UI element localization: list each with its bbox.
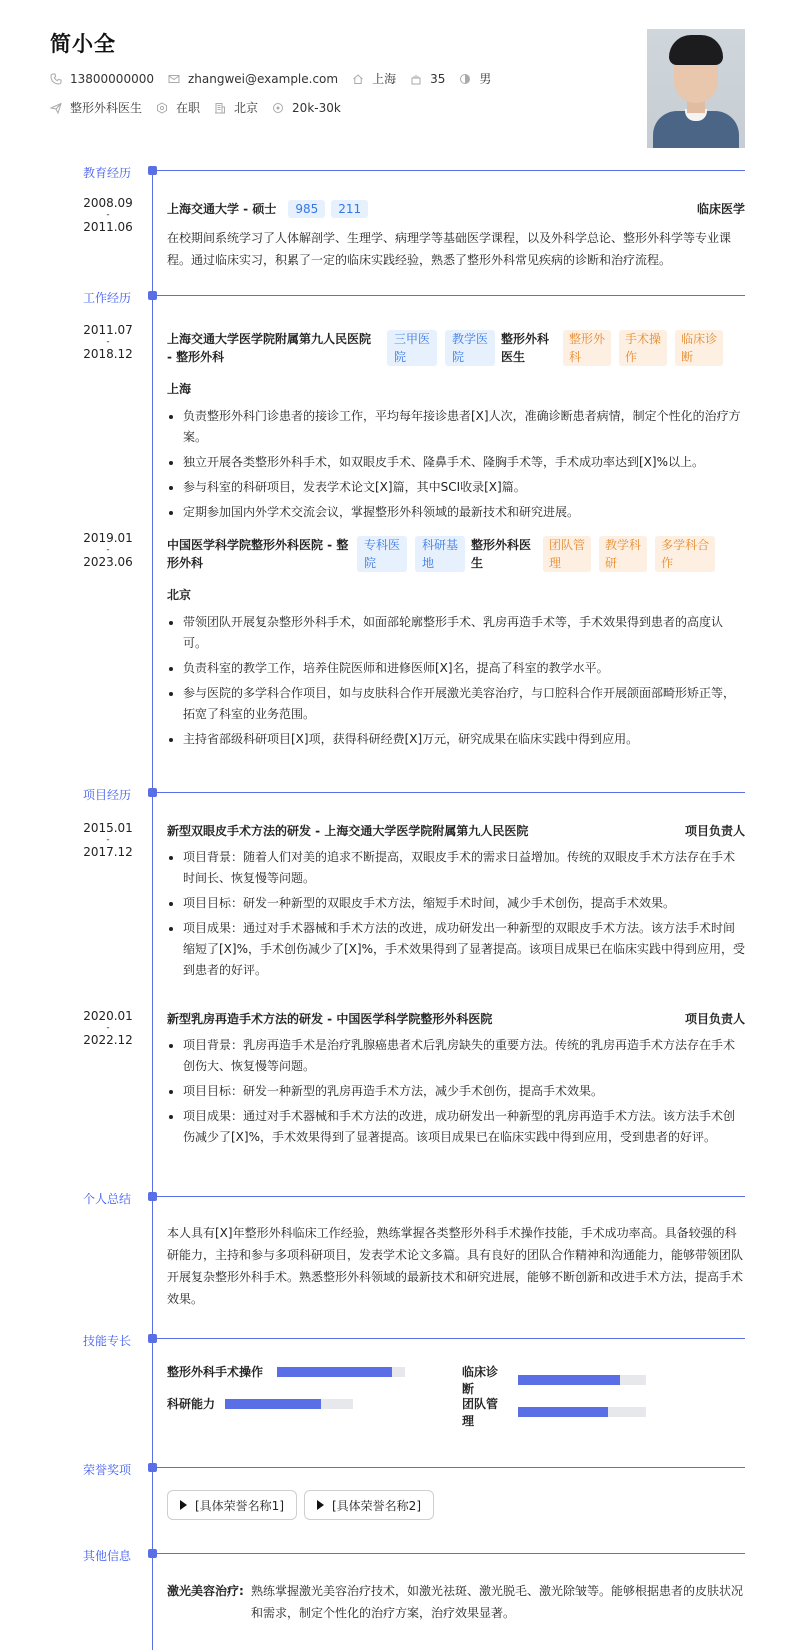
position-item — [50, 99, 142, 116]
skill-name: 整形外科手术操作 — [167, 1365, 264, 1379]
timeline-line — [152, 170, 153, 1650]
list-item: 定期参加国内外学术交流会议，掌握整形外科领域的最新技术和研究进展。 — [167, 502, 745, 523]
timeline-dot — [148, 291, 157, 300]
skill-bar — [518, 1407, 646, 1417]
work-entry-1 — [167, 330, 745, 527]
gender-item — [459, 70, 491, 87]
org-line: 中国医学科学院整形外科医院 - 整 — [167, 538, 349, 552]
list-item: 项目背景：随着人们对美的追求不断提高，双眼皮手术的需求日益增加。传统的双眼皮手术方法存在手术时间长、恢复慢等问题。 — [167, 847, 745, 889]
tag-line: 科研基 — [422, 538, 459, 552]
project-title: 新型双眼皮手术方法的研发 - 上海交通大学医学院附属第九人民医院 — [167, 824, 529, 838]
section-divider — [157, 295, 745, 296]
skill-bar-fill — [518, 1407, 608, 1417]
section-title-work: 工作经历 — [83, 291, 132, 305]
phone-item — [50, 72, 154, 86]
tag-985: 985 — [288, 200, 325, 218]
work-entry-2 — [167, 536, 745, 754]
role-line: 生 — [471, 556, 484, 570]
target-city-text: 北京 — [234, 101, 259, 115]
phone-text: 13800000000 — [70, 71, 154, 86]
timeline-dot — [148, 1192, 157, 1201]
home-icon — [352, 73, 364, 85]
section-title-education: 教育经历 — [83, 166, 132, 180]
honor-name: [具体荣誉名称1] — [195, 1498, 284, 1513]
section-title-summary: 个人总结 — [83, 1192, 132, 1206]
project-entry-1 — [167, 822, 745, 985]
tag-line: 科 — [569, 350, 582, 364]
work-1-head — [167, 330, 745, 366]
status-text: 在职 — [176, 101, 201, 115]
play-icon — [317, 1500, 324, 1510]
skill-bar — [225, 1399, 353, 1409]
work-2-org — [167, 536, 353, 572]
avatar-photo — [647, 29, 745, 148]
section-divider — [157, 1467, 745, 1468]
section-title-project: 项目经历 — [83, 788, 132, 802]
tag-line: 教学医 — [452, 332, 489, 346]
city-text: 上海 — [372, 72, 397, 86]
tag-line: 地 — [422, 556, 435, 570]
project-title: 新型乳房再造手术方法的研发 - 中国医学科学院整形外科医院 — [167, 1012, 493, 1026]
contact-row — [50, 70, 750, 87]
tag-line: 理 — [549, 556, 562, 570]
date-end: 2023.06 — [83, 555, 133, 569]
other-text — [251, 1580, 743, 1624]
tag-line: 教学科 — [605, 538, 642, 552]
skill-bar-fill — [225, 1399, 321, 1409]
date-start: 2011.07 — [83, 323, 133, 337]
section-title-other: 其他信息 — [83, 1549, 132, 1563]
resume-header — [50, 28, 750, 116]
work-2-duties — [167, 612, 745, 750]
list-item: 项目成果：通过对手术器械和手术方法的改进，成功研发出一种新型的双眼皮手术方法。该方法手术时间缩短了[X]%，手术创伤减少了[X]%，手术效果得到了显著提高。该项目成果已在临床实践中得到应用，受到患者的好评。 — [167, 918, 745, 981]
tag-line: 三甲医 — [394, 332, 431, 346]
list-item: 参与科室的科研项目，发表学术论文[X]篇，其中SCI收录[X]篇。 — [167, 477, 745, 498]
tag-teaching — [445, 330, 495, 366]
tag-line: 研 — [605, 556, 618, 570]
honor-chip[interactable] — [304, 1490, 434, 1520]
role-line: 整形外科 — [501, 332, 550, 346]
age-item — [410, 72, 445, 86]
date-end: 2018.12 — [83, 347, 133, 361]
tag-line: 手术操 — [625, 332, 662, 346]
skill-bar — [518, 1375, 646, 1385]
school-name: 上海交通大学 - 硕士 — [167, 202, 277, 216]
org-line: 形外科 — [167, 556, 204, 570]
timeline-dot — [148, 1463, 157, 1472]
date-start: 2008.09 — [83, 196, 133, 210]
send-icon — [50, 102, 62, 114]
tag-line: 院 — [364, 556, 377, 570]
honor-name: [具体荣誉名称2] — [332, 1498, 421, 1513]
position-text: 整形外科医生 — [70, 101, 143, 115]
tag-grade-a — [387, 330, 437, 366]
salary-item — [272, 101, 341, 115]
skill-tag — [599, 536, 647, 572]
salary-icon — [272, 102, 284, 114]
building-icon — [214, 102, 226, 114]
project-1-date: 2015.01 - 2017.12 — [80, 820, 136, 860]
work-2-date: 2019.01 - 2023.06 — [80, 530, 136, 570]
other-line: 和需求，制定个性化的治疗方案，治疗效果显著。 — [251, 1606, 516, 1620]
status-icon — [156, 102, 168, 114]
section-divider — [157, 170, 745, 171]
project-role: 项目负责人 — [684, 824, 745, 838]
target-city-item — [214, 99, 258, 116]
tag-line: 作 — [625, 350, 638, 364]
timeline-dot — [148, 1549, 157, 1558]
skill-bar — [277, 1367, 405, 1377]
salary-text: 20k-30k — [292, 100, 341, 115]
project-2-details — [167, 1035, 745, 1148]
summary-text — [167, 1222, 745, 1310]
tag-specialty — [357, 536, 407, 572]
project-2-date: 2020.01 - 2022.12 — [80, 1008, 136, 1048]
list-item: 项目背景：乳房再造手术是治疗乳腺癌患者术后乳房缺失的重要方法。传统的乳房再造手术方法存在手术创伤大、恢复慢等问题。 — [167, 1035, 745, 1077]
age-text: 35 — [430, 71, 446, 86]
skill-tag — [619, 330, 667, 366]
tag-line: 临床诊 — [681, 332, 718, 346]
skill-tag — [543, 536, 591, 572]
tag-line: 作 — [661, 556, 674, 570]
skill-name: 科研能力 — [167, 1397, 216, 1411]
date-end: 2022.12 — [83, 1033, 133, 1047]
work-1-duties — [167, 406, 745, 523]
timeline-dot — [148, 788, 157, 797]
skill-tag — [655, 536, 715, 572]
honor-chip[interactable] — [167, 1490, 297, 1520]
project-1-head — [167, 822, 745, 840]
list-item: 主持省部级科研项目[X]项，获得科研经费[X]万元，研究成果在临床实践中得到应用。 — [167, 729, 745, 750]
list-item: 项目成果：通过对手术器械和手术方法的改进，成功研发出一种新型的乳房再造手术方法。该方法手术创伤减少了[X]%，手术效果得到了显著提高。该项目成果已在临床实践中得到应用，受到患者的好评。 — [167, 1106, 745, 1148]
skill-tag — [675, 330, 723, 366]
tag-211: 211 — [331, 200, 368, 218]
list-item: 项目目标：研发一种新型的双眼皮手术方法，缩短手术时间，减少手术创伤，提高手术效果。 — [167, 893, 745, 914]
role-line: 医生 — [501, 350, 526, 364]
play-icon — [180, 1500, 187, 1510]
other-label: 激光美容治疗: — [167, 1584, 244, 1598]
skill-item — [167, 1395, 353, 1412]
list-item: 参与医院的多学科合作项目，如与皮肤科合作开展激光美容治疗，与口腔科合作开展颌面部畸形矫正等，拓宽了科室的业务范围。 — [167, 683, 745, 725]
tag-line: 院 — [394, 350, 407, 364]
candidate-name: 简小全 — [50, 32, 116, 56]
skill-item — [462, 1363, 646, 1397]
section-title-skills: 技能专长 — [83, 1334, 132, 1348]
status-item — [156, 99, 200, 116]
section-divider — [157, 1338, 745, 1339]
date-start: 2015.01 — [83, 821, 133, 835]
work-1-location: 上海 — [167, 382, 192, 396]
phone-icon — [50, 73, 62, 85]
tag-research — [415, 536, 465, 572]
skill-item — [462, 1395, 646, 1429]
list-item: 负责科室的教学工作，培养住院医师和进修医师[X]名，提高了科室的教学水平。 — [167, 658, 745, 679]
date-start: 2019.01 — [83, 531, 133, 545]
timeline-dot — [148, 1334, 157, 1343]
education-desc: 在校期间系统学习了人体解剖学、生理学、病理学等基础医学课程，以及外科学总论、整形外科学等专业课程。通过临床实习，积累了一定的临床实践经验，熟悉了整形外科常见疾病的诊断和治疗流程。 — [167, 231, 732, 267]
major-name: 临床医学 — [696, 202, 745, 216]
tag-line: 整形外 — [569, 332, 606, 346]
org-line: - 整形外科 — [167, 350, 225, 364]
org-line: 上海交通大学医学院附属第九人民医院 — [167, 332, 372, 346]
age-icon — [410, 73, 422, 85]
skill-bar-fill — [277, 1367, 392, 1377]
project-entry-2 — [167, 1010, 745, 1152]
project-role: 项目负责人 — [684, 1012, 745, 1026]
skill-name: 团队管理 — [462, 1397, 499, 1428]
job-intent-row — [50, 99, 750, 116]
work-1-date: 2011.07 - 2018.12 — [80, 322, 136, 362]
education-date: 2008.09 - 2011.06 — [80, 195, 136, 235]
section-divider — [157, 1196, 745, 1197]
work-1-org — [167, 330, 377, 366]
role-line: 整形外科医 — [471, 538, 532, 552]
timeline-dot — [148, 166, 157, 175]
tag-line: 专科医 — [364, 538, 401, 552]
section-title-honors: 荣誉奖项 — [83, 1463, 132, 1477]
skill-bar-fill — [518, 1375, 620, 1385]
list-item: 带领团队开展复杂整形外科手术，如面部轮廓整形手术、乳房再造手术等，手术效果得到患者的高度认可。 — [167, 612, 745, 654]
work-1-role — [501, 330, 559, 366]
gender-text: 男 — [479, 72, 492, 86]
list-item: 项目目标：研发一种新型的乳房再造手术方法，减少手术创伤，提高手术效果。 — [167, 1081, 745, 1102]
skill-name: 临床诊断 — [462, 1365, 499, 1396]
tag-line: 院 — [452, 350, 465, 364]
date-end: 2011.06 — [83, 220, 133, 234]
education-head — [167, 200, 745, 218]
skill-tag — [563, 330, 611, 366]
section-divider — [157, 792, 745, 793]
skill-item — [167, 1363, 405, 1380]
tag-line: 多学科合 — [661, 538, 710, 552]
section-divider — [157, 1553, 745, 1554]
email-text: zhangwei@example.com — [187, 71, 339, 86]
city-item — [352, 70, 396, 87]
summary-paragraph: 本人具有[X]年整形外科临床工作经验，熟练掌握各类整形外科手术操作技能，手术成功率高。具备较强的科研能力，主持和参与多项科研项目，发表学术论文多篇。具有良好的团队合作精神和沟通能力，能够带领团队开展复杂整形外科手术。熟悉整形外科领域的最新技术和研究进展，能够不断创新和改进手术方法，提高手术效果。 — [167, 1226, 744, 1306]
list-item: 负责整形外科门诊患者的接诊工作，平均每年接诊患者[X]人次，准确诊断患者病情，制定个性化的治疗方案。 — [167, 406, 745, 448]
date-end: 2017.12 — [83, 845, 133, 859]
other-entry — [167, 1580, 745, 1624]
education-entry — [167, 200, 745, 271]
date-start: 2020.01 — [83, 1009, 133, 1023]
gender-icon — [459, 73, 471, 85]
tag-line: 团队管 — [549, 538, 586, 552]
tag-line: 断 — [681, 350, 694, 364]
other-line: 熟练掌握激光美容治疗技术，如激光祛斑、激光脱毛、激光除皱等。能够根据患者的皮肤状况 — [251, 1584, 744, 1598]
mail-icon — [168, 73, 180, 85]
project-1-details — [167, 847, 745, 981]
work-2-location: 北京 — [167, 588, 192, 602]
list-item: 独立开展各类整形外科手术，如双眼皮手术、隆鼻手术、隆胸手术等，手术成功率达到[X]%以上。 — [167, 452, 745, 473]
email-item — [168, 72, 338, 86]
work-2-head — [167, 536, 745, 572]
work-2-role — [471, 536, 539, 572]
project-2-head — [167, 1010, 745, 1028]
